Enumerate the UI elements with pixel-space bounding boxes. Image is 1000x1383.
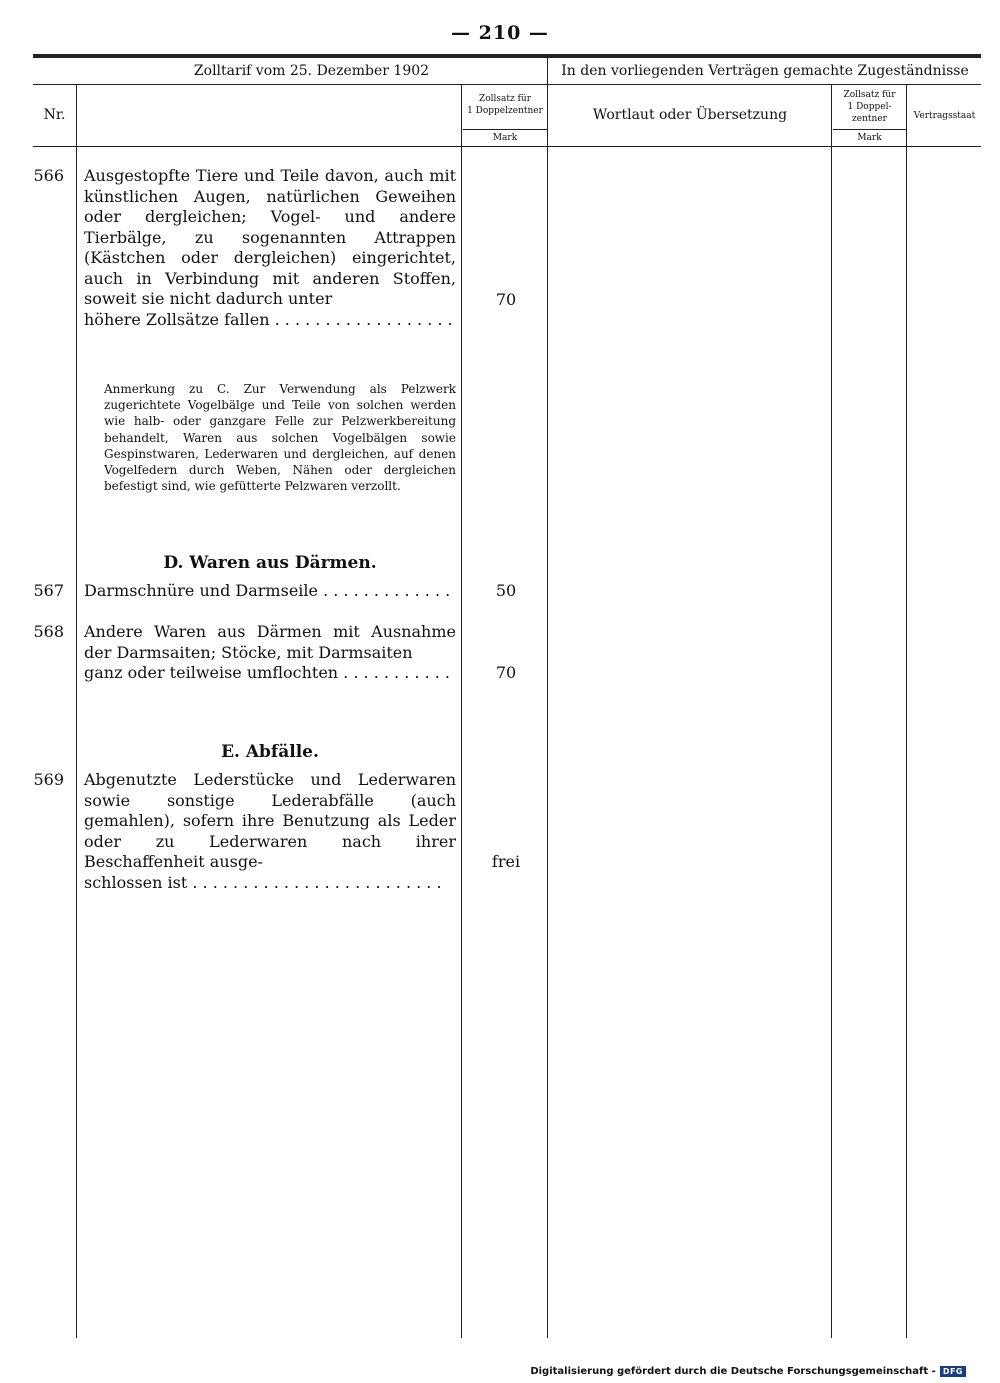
col-divider-nr bbox=[76, 84, 77, 1338]
col-divider-rate bbox=[547, 58, 548, 1338]
rate2-unit-rule bbox=[833, 129, 906, 130]
header-rate2-line2: 1 Doppel- bbox=[847, 102, 892, 112]
entry-nr: 569 bbox=[33, 770, 64, 789]
group-header-rule bbox=[33, 84, 981, 85]
entry-text bbox=[84, 166, 456, 330]
entry-rate: 70 bbox=[495, 290, 517, 309]
entry-nr: 567 bbox=[33, 581, 64, 600]
rate-unit-rule bbox=[463, 129, 547, 130]
section-heading-d: D. Waren aus Därmen. bbox=[163, 553, 377, 573]
entry-nr: 566 bbox=[33, 166, 64, 185]
entry-text bbox=[84, 581, 456, 602]
entry-rate: 50 bbox=[495, 581, 517, 600]
header-rate-unit: Mark bbox=[492, 133, 518, 143]
entry-text-body: Ausgestopfte Tiere und Teile davon, auch mit künstlichen Augen, natürlichen Geweihen oder dergleichen; Vogel- und andere Tierbälge, zu sogenannten Attrappen (Kästchen oder dergleichen) eingerichtet, auch in Verbindung mit anderen Stoffen, soweit sie nicht dadurch unter bbox=[84, 166, 456, 308]
header-rate2-line3: zentner bbox=[852, 114, 887, 124]
header-tariff-group: Zolltarif vom 25. Dezember 1902 bbox=[193, 63, 430, 79]
entry-text-last: Darmschnüre und Darmseile bbox=[84, 581, 318, 600]
header-state: Vertragsstaat bbox=[913, 111, 976, 121]
entry-rate: frei bbox=[491, 852, 521, 871]
entry-rate: 70 bbox=[495, 663, 517, 682]
col-divider-wording bbox=[831, 84, 832, 1338]
footer-text: Digitalisierung gefördert durch die Deutsche Forschungsgemeinschaft - bbox=[530, 1366, 936, 1377]
header-rate bbox=[463, 93, 547, 117]
top-rule bbox=[33, 54, 981, 58]
entry-text bbox=[84, 770, 456, 893]
entry-nr: 568 bbox=[33, 622, 64, 641]
entry-text-body: Andere Waren aus Därmen mit Ausnahme der Darmsaiten; Stöcke, mit Darmsaiten bbox=[84, 622, 456, 662]
header-rate2 bbox=[833, 89, 906, 125]
entry-text-last: schlossen ist bbox=[84, 872, 188, 892]
header-rate-line1: Zollsatz für bbox=[478, 94, 532, 104]
header-rate2-unit: Mark bbox=[857, 133, 882, 143]
page-number: — 210 — bbox=[451, 22, 549, 44]
header-rate-line2: 1 Doppelzentner bbox=[467, 106, 543, 116]
header-nr: Nr. bbox=[43, 107, 66, 123]
header-treaty-group: In den vorliegenden Verträgen gemachte Zugeständnisse bbox=[561, 63, 969, 79]
col-divider-rate2 bbox=[906, 84, 907, 1338]
entry-text bbox=[84, 622, 456, 684]
header-wording: Wortlaut oder Übersetzung bbox=[592, 107, 788, 123]
entry-text-body: Abgenutzte Lederstücke und Lederwaren sowie sonstige Lederabfälle (auch gemahlen), sofern ihre Benutzung als Leder oder zu Lederwaren nach ihrer Beschaffenheit ausge- bbox=[84, 770, 456, 871]
header-rate2-line1: Zollsatz für bbox=[843, 90, 896, 100]
header-bottom-rule bbox=[33, 146, 981, 147]
entry-text-last: höhere Zollsätze fallen bbox=[84, 309, 270, 329]
dfg-logo-icon: DFG bbox=[940, 1366, 966, 1377]
note-text: Anmerkung zu C. Zur Verwendung als Pelzwerk zugerichtete Vogelbälge und Teile von solchen werden wie halb- oder ganzgare Felle zur Pelzwerkbereitung behandelt, Waren aus solchen Vogelbälgen sowie Gespinstwaren, Lederwaren und dergleichen, auf denen Vogelfedern durch Weben, Nähen oder dergleichen befestigt sind, wie gefütterte Pelzwaren verzollt. bbox=[104, 382, 456, 494]
footer-credit bbox=[530, 1366, 966, 1377]
col-divider-text bbox=[461, 84, 462, 1338]
entry-text-last: ganz oder teilweise umflochten bbox=[84, 663, 339, 682]
section-heading-e: E. Abfälle. bbox=[221, 742, 319, 762]
